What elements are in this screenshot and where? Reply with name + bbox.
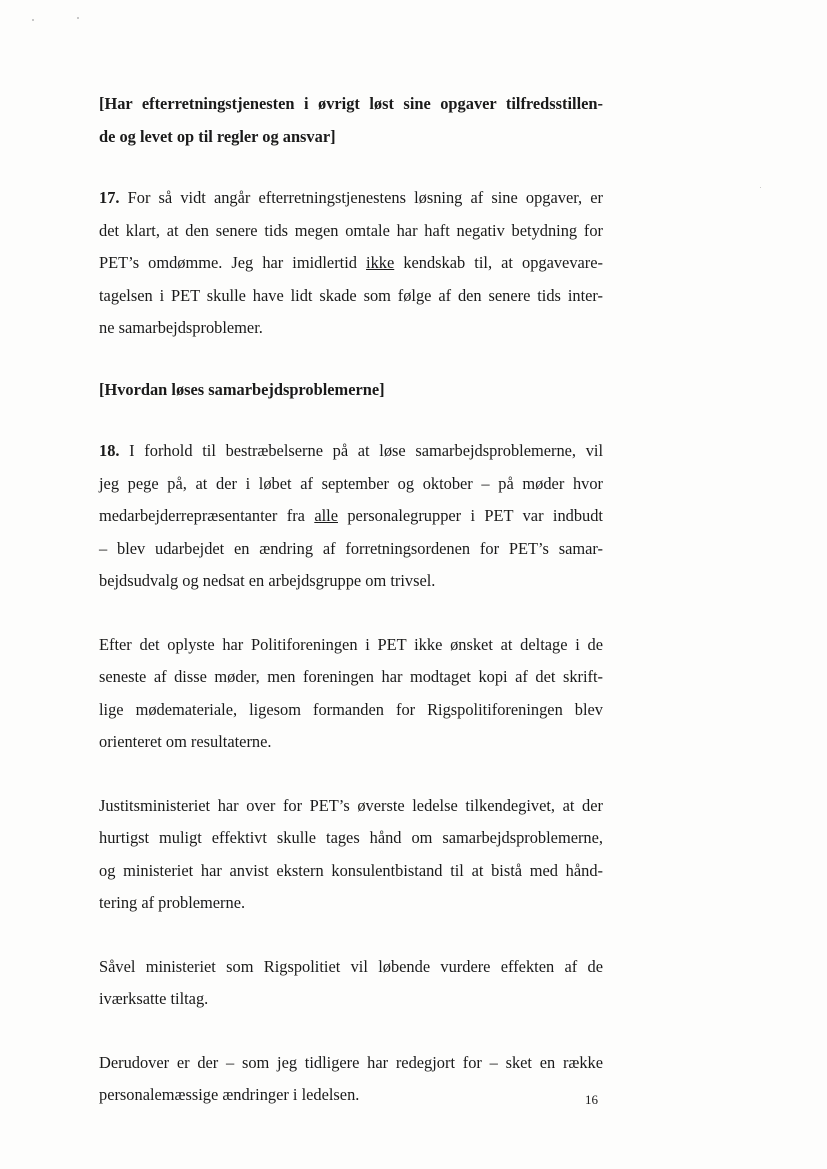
paragraph-line: Såvel ministeriet som Rigspolitiet vil løbende vurdere effekten af de bbox=[99, 956, 603, 976]
paragraph-line: tagelsen i PET skulle have lidt skade som følge af den senere tids inter- bbox=[99, 285, 603, 305]
paragraph-number: 17. bbox=[99, 188, 120, 207]
paragraph-17 bbox=[99, 182, 603, 345]
paragraph-line: iværksatte tiltag. bbox=[99, 989, 209, 1008]
paragraph-text: kendskab til, at opgavevare- bbox=[394, 253, 603, 272]
paragraph-line: bejdsudvalg og nedsat en arbejdsgruppe om trivsel. bbox=[99, 571, 436, 590]
document-body bbox=[99, 88, 603, 1112]
paragraph-number: 18. bbox=[99, 441, 120, 460]
paragraph-line bbox=[99, 182, 603, 215]
paragraph-line bbox=[99, 500, 603, 533]
paragraph-line: personalemæssige ændringer i ledelsen. bbox=[99, 1085, 360, 1104]
paragraph-rigspolitiet bbox=[99, 951, 603, 1016]
underlined-word: ikke bbox=[366, 253, 395, 272]
paragraph-line: og ministeriet har anvist ekstern konsulentbistand til at bistå med hånd- bbox=[99, 860, 603, 880]
paragraph-line: orienteret om resultaterne. bbox=[99, 732, 272, 751]
paragraph-line: jeg pege på, at der i løbet af september og oktober – på møder hvor bbox=[99, 473, 603, 493]
paragraph-politiforeningen bbox=[99, 629, 603, 759]
paragraph-line: Justitsministeriet har over for PET’s øverste ledelse tilkendegivet, at der bbox=[99, 795, 603, 815]
section-heading-1 bbox=[99, 88, 603, 153]
section-heading-2: [Hvordan løses samarbejdsproblemerne] bbox=[99, 379, 385, 399]
paragraph-line: ne samarbejdsproblemer. bbox=[99, 318, 263, 337]
paragraph-text: I forhold til bestræbelserne på at løse samarbejdsproblemerne, vil bbox=[119, 441, 603, 460]
paragraph-18 bbox=[99, 435, 603, 598]
heading-line: de og levet op til regler og ansvar] bbox=[99, 126, 336, 146]
paragraph-line: – blev udarbejdet en ændring af forretningsordenen for PET’s samar- bbox=[99, 538, 603, 558]
paragraph-line bbox=[99, 435, 603, 468]
scan-speck bbox=[32, 19, 34, 21]
heading-line: [Har efterretningstjenesten i øvrigt løst sine opgaver tilfredsstillen- bbox=[99, 94, 603, 113]
paragraph-text: PET’s omdømme. Jeg har imidlertid bbox=[99, 253, 367, 272]
paragraph-justitsministeriet bbox=[99, 790, 603, 920]
paragraph-text: medarbejderrepræsentanter fra bbox=[99, 506, 315, 525]
underlined-word: alle bbox=[314, 506, 338, 525]
paragraph-line: Derudover er der – som jeg tidligere har redegjort for – sket en række bbox=[99, 1052, 603, 1072]
paragraph-derudover bbox=[99, 1047, 603, 1112]
scan-speck bbox=[760, 187, 761, 188]
paragraph-text: personalegrupper i PET var indbudt bbox=[337, 506, 603, 525]
paragraph-line: tering af problemerne. bbox=[99, 893, 246, 912]
paragraph-line: Efter det oplyste har Politiforeningen i PET ikke ønsket at deltage i de bbox=[99, 634, 603, 654]
paragraph-line: det klart, at den senere tids megen omtale har haft negativ betydning for bbox=[99, 220, 603, 240]
scan-speck bbox=[77, 17, 79, 19]
paragraph-line bbox=[99, 247, 603, 280]
paragraph-line: hurtigst muligt effektivt skulle tages hånd om samarbejdsproblemerne, bbox=[99, 828, 603, 847]
paragraph-text: For så vidt angår efterretningstjenestens løsning af sine opgaver, er bbox=[119, 188, 603, 207]
page-number: 16 bbox=[585, 1092, 598, 1107]
paragraph-line: seneste af disse møder, men foreningen har modtaget kopi af det skrift- bbox=[99, 667, 603, 686]
paragraph-line: lige mødemateriale, ligesom formanden for Rigspolitiforeningen blev bbox=[99, 699, 603, 719]
